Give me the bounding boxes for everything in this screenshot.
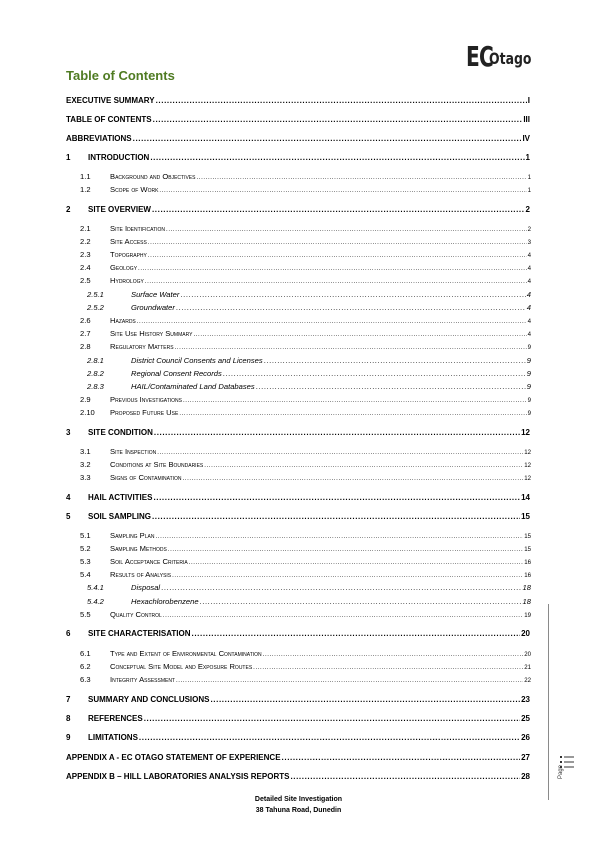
toc-entry-page: 9 bbox=[526, 382, 531, 391]
toc-leader-dots bbox=[159, 185, 526, 197]
toc-entry-page: 27 bbox=[521, 753, 530, 762]
toc-entry[interactable] bbox=[66, 511, 530, 523]
logo-ec: EC bbox=[466, 40, 494, 73]
toc-leader-dots bbox=[179, 408, 526, 420]
toc-entry-number: 6.3 bbox=[80, 675, 91, 684]
toc-leader-dots bbox=[282, 752, 521, 764]
toc-entry-number: 1.1 bbox=[80, 172, 91, 181]
toc-entry-page: 15 bbox=[524, 546, 531, 553]
toc-entry-title: HAIL ACTIVITIES bbox=[88, 493, 153, 502]
toc-entry-page: 18 bbox=[522, 583, 531, 592]
toc-entry-page: 9 bbox=[527, 410, 531, 417]
toc-entry[interactable] bbox=[80, 184, 531, 197]
toc-entry[interactable] bbox=[87, 596, 531, 608]
toc-entry-title: SUMMARY AND CONCLUSIONS bbox=[88, 695, 210, 704]
toc-entry-page: 4 bbox=[527, 252, 531, 259]
toc-entry-title: Type and Extent of Environmental Contamination bbox=[110, 649, 262, 658]
toc-entry-title: Hazards bbox=[110, 316, 136, 325]
toc-entry-number: 7 bbox=[66, 695, 71, 704]
toc-entry[interactable] bbox=[66, 133, 530, 145]
toc-entry[interactable] bbox=[80, 543, 531, 556]
toc-entry-page: 22 bbox=[524, 677, 531, 684]
toc-entry[interactable] bbox=[80, 328, 531, 341]
toc-entry-number: 2.5 bbox=[80, 276, 91, 285]
toc-entry-number: 1 bbox=[66, 153, 71, 162]
toc-entry-page: IV bbox=[522, 134, 530, 143]
toc-leader-dots bbox=[157, 447, 523, 459]
toc-leader-dots bbox=[290, 771, 520, 783]
toc-entry-page: 15 bbox=[524, 533, 531, 540]
toc-entry-number: 2.4 bbox=[80, 263, 91, 272]
toc-entry-page: 23 bbox=[521, 695, 530, 704]
toc-leader-dots bbox=[168, 544, 523, 556]
toc-leader-dots bbox=[153, 114, 523, 126]
toc-entry[interactable] bbox=[80, 459, 531, 472]
toc-entry[interactable] bbox=[87, 381, 531, 393]
toc-entry[interactable] bbox=[66, 492, 530, 504]
toc-entry-page: 26 bbox=[521, 733, 530, 742]
toc-entry-number: 2 bbox=[66, 205, 71, 214]
toc-entry-title: Hexachlorobenzene bbox=[131, 597, 199, 606]
toc-entry-page: 20 bbox=[524, 651, 531, 658]
toc-leader-dots bbox=[150, 152, 524, 164]
toc-entry[interactable] bbox=[87, 302, 531, 314]
toc-entry[interactable] bbox=[80, 315, 531, 328]
toc-entry-page: 4 bbox=[527, 278, 531, 285]
toc-entry-page: 1 bbox=[527, 187, 531, 194]
toc-leader-dots bbox=[161, 582, 521, 594]
toc-entry[interactable] bbox=[80, 249, 531, 262]
toc-entry-page: 4 bbox=[527, 265, 531, 272]
toc-entry-number: 2.10 bbox=[80, 408, 95, 417]
toc-entry-page: 28 bbox=[521, 772, 530, 781]
toc-leader-dots bbox=[133, 133, 522, 145]
toc-entry-title: Geology bbox=[110, 263, 138, 272]
toc-leader-dots bbox=[189, 557, 524, 569]
toc-leader-dots bbox=[210, 694, 520, 706]
toc-entry-page: 12 bbox=[524, 462, 531, 469]
toc-entry-page: 16 bbox=[524, 572, 531, 579]
toc-entry[interactable] bbox=[66, 114, 530, 126]
toc-entry[interactable] bbox=[80, 556, 531, 569]
toc-entry[interactable] bbox=[66, 152, 530, 164]
toc-entry-page: 2 bbox=[527, 226, 531, 233]
toc-entry-number: 5 bbox=[66, 512, 71, 521]
toc-entry-title: ABBREVIATIONS bbox=[66, 134, 132, 143]
toc-leader-dots bbox=[166, 224, 527, 236]
toc-entry-title: Background and Objectives bbox=[110, 172, 196, 181]
toc-entry-title: Conceptual Site Model and Exposure Routes bbox=[110, 662, 253, 671]
toc-entry-title: Scope of Work bbox=[110, 185, 159, 194]
toc-entry-title: LIMITATIONS bbox=[88, 733, 138, 742]
toc-entry[interactable] bbox=[87, 582, 531, 594]
toc-entry-number: 2.8 bbox=[80, 342, 91, 351]
toc-leader-dots bbox=[138, 263, 527, 275]
toc-entry-number: 2.6 bbox=[80, 316, 91, 325]
toc-entry-number: 3.1 bbox=[80, 447, 91, 456]
footer-line-2: 38 Tahuna Road, Dunedin bbox=[255, 807, 342, 814]
toc-entry-title: HAIL/Contaminated Land Databases bbox=[131, 382, 255, 391]
toc-leader-dots bbox=[137, 316, 527, 328]
toc-leader-dots bbox=[176, 302, 526, 314]
toc-entry-title: Signs of Contamination bbox=[110, 473, 182, 482]
toc-leader-dots bbox=[144, 713, 520, 725]
toc-entry-number: 5.3 bbox=[80, 557, 91, 566]
side-rule bbox=[548, 604, 549, 800]
toc-entry-page: 20 bbox=[521, 629, 530, 638]
toc-entry-page: 4 bbox=[527, 318, 531, 325]
toc-entry-page: 9 bbox=[526, 369, 531, 378]
toc-entry-title: Site Access bbox=[110, 237, 147, 246]
toc-entry-number: 5.1 bbox=[80, 531, 91, 540]
toc-entry-title: Integrity Assessment bbox=[110, 675, 175, 684]
page-title: Table of Contents bbox=[66, 68, 175, 83]
toc-entry[interactable] bbox=[80, 171, 531, 184]
toc-entry[interactable] bbox=[66, 694, 530, 706]
toc-entry[interactable] bbox=[66, 628, 530, 640]
toc-entry-title: Site Identification bbox=[110, 224, 166, 233]
toc-entry-page: 12 bbox=[524, 449, 531, 456]
toc-entry-number: 5.5 bbox=[80, 610, 91, 619]
toc-entry-page: 4 bbox=[527, 331, 531, 338]
toc-entry-title: INTRODUCTION bbox=[88, 153, 150, 162]
toc-entry-title: TABLE OF CONTENTS bbox=[66, 115, 152, 124]
toc-entry[interactable] bbox=[80, 236, 531, 249]
toc-entry-title: SITE CONDITION bbox=[88, 428, 153, 437]
toc-entry-number: 5.2 bbox=[80, 544, 91, 553]
toc-entry-title: Results of Analysis bbox=[110, 570, 172, 579]
toc-entry[interactable] bbox=[80, 341, 531, 354]
ec-otago-logo bbox=[466, 40, 532, 73]
page-label: Page bbox=[558, 764, 564, 779]
toc-leader-dots bbox=[152, 204, 525, 216]
toc-entry-page: 4 bbox=[526, 303, 531, 312]
toc-leader-dots bbox=[183, 395, 527, 407]
toc-entry-number: 6.1 bbox=[80, 649, 91, 658]
toc-entry[interactable] bbox=[80, 648, 531, 661]
toc-entry-number: 2.1 bbox=[80, 224, 91, 233]
toc-entry-page: 25 bbox=[521, 714, 530, 723]
toc-leader-dots bbox=[172, 570, 523, 582]
toc-entry[interactable] bbox=[80, 661, 531, 674]
toc-entry[interactable] bbox=[66, 95, 530, 107]
toc-entry-page: 3 bbox=[527, 239, 531, 246]
toc-entry-page: 14 bbox=[521, 493, 530, 502]
toc-leader-dots bbox=[256, 381, 526, 393]
toc-entry-page: 2 bbox=[525, 205, 530, 214]
toc-entry-number: 1.2 bbox=[80, 185, 91, 194]
toc-entry-title: Surface Water bbox=[131, 290, 180, 299]
toc-leader-dots bbox=[139, 732, 520, 744]
toc-leader-dots bbox=[192, 628, 521, 640]
toc-entry-title: EXECUTIVE SUMMARY bbox=[66, 96, 155, 105]
toc-entry-title: Soil Acceptance Criteria bbox=[110, 557, 188, 566]
toc-entry[interactable] bbox=[80, 262, 531, 275]
toc-entry-title: SOIL SAMPLING bbox=[88, 512, 151, 521]
toc-entry[interactable] bbox=[80, 407, 531, 420]
toc-entry-page: 18 bbox=[522, 597, 531, 606]
toc-entry-title: Sampling Plan bbox=[110, 531, 155, 540]
toc-leader-dots bbox=[253, 662, 523, 674]
toc-leader-dots bbox=[180, 289, 525, 301]
toc-leader-dots bbox=[152, 511, 520, 523]
toc-leader-dots bbox=[183, 473, 524, 485]
toc-entry-page: 16 bbox=[524, 559, 531, 566]
toc-entry-title: Site Inspection bbox=[110, 447, 157, 456]
toc-entry[interactable] bbox=[66, 713, 530, 725]
toc-entry-title: Groundwater bbox=[131, 303, 175, 312]
toc-entry[interactable] bbox=[80, 472, 531, 485]
toc-entry-page: 12 bbox=[521, 428, 530, 437]
toc-entry[interactable] bbox=[66, 771, 530, 783]
toc-entry-title: Sampling Methods bbox=[110, 544, 167, 553]
toc-entry-number: 6 bbox=[66, 629, 71, 638]
toc-entry-page: 4 bbox=[526, 290, 531, 299]
toc-entry[interactable] bbox=[87, 355, 531, 367]
toc-entry-title: APPENDIX A - EC OTAGO STATEMENT OF EXPERIENCE bbox=[66, 753, 281, 762]
toc-entry-title: Regulatory Matters bbox=[110, 342, 174, 351]
toc-leader-dots bbox=[204, 460, 523, 472]
toc-entry-number: 3 bbox=[66, 428, 71, 437]
toc-entry-title: Hydrology bbox=[110, 276, 144, 285]
toc-leader-dots bbox=[263, 649, 524, 661]
toc-leader-dots bbox=[145, 276, 527, 288]
toc-entry-title: Quality Control bbox=[110, 610, 162, 619]
toc-leader-dots bbox=[196, 172, 526, 184]
toc-leader-dots bbox=[153, 492, 520, 504]
toc-entry[interactable] bbox=[80, 223, 531, 236]
toc-entry-number: 2.2 bbox=[80, 237, 91, 246]
toc-entry-title: Proposed Future Use bbox=[110, 408, 179, 417]
toc-entry-number: 2.5.2 bbox=[87, 303, 104, 312]
toc-entry[interactable] bbox=[80, 569, 531, 582]
toc-entry-title: SITE OVERVIEW bbox=[88, 205, 151, 214]
toc-entry[interactable] bbox=[80, 674, 531, 687]
toc-entry-number: 2.7 bbox=[80, 329, 91, 338]
toc-entry-page: III bbox=[523, 115, 530, 124]
toc-entry-number: 6.2 bbox=[80, 662, 91, 671]
toc-entry-title: Disposal bbox=[131, 583, 161, 592]
toc-entry-title: Conditions at Site Boundaries bbox=[110, 460, 204, 469]
toc-entry-number: 5.4.1 bbox=[87, 583, 104, 592]
toc-entry-title: REFERENCES bbox=[88, 714, 143, 723]
toc-entry-page: 19 bbox=[524, 612, 531, 619]
toc-leader-dots bbox=[175, 342, 527, 354]
toc-entry-number: 5.4 bbox=[80, 570, 91, 579]
toc-leader-dots bbox=[176, 675, 523, 687]
toc-entry-number: 5.4.2 bbox=[87, 597, 104, 606]
toc-entry[interactable] bbox=[66, 204, 530, 216]
toc-entry-page: I bbox=[527, 96, 530, 105]
toc-entry-title: Regional Consent Records bbox=[131, 369, 222, 378]
toc-entry-title: Previous Investigations bbox=[110, 395, 182, 404]
toc-entry-number: 8 bbox=[66, 714, 71, 723]
toc-entry-page: 9 bbox=[526, 356, 531, 365]
toc-entry-page: 1 bbox=[527, 174, 531, 181]
toc-entry[interactable] bbox=[80, 275, 531, 288]
toc-entry-number: 3.3 bbox=[80, 473, 91, 482]
toc-entry[interactable] bbox=[80, 394, 531, 407]
toc-entry[interactable] bbox=[66, 752, 530, 764]
toc-entry-page: 1 bbox=[525, 153, 530, 162]
toc-entry[interactable] bbox=[80, 609, 531, 622]
toc-leader-dots bbox=[155, 531, 523, 543]
toc-leader-dots bbox=[200, 596, 522, 608]
toc-entry-page: 9 bbox=[527, 344, 531, 351]
toc-leader-dots bbox=[223, 368, 526, 380]
toc-entry-page: 21 bbox=[524, 664, 531, 671]
toc-entry-page: 9 bbox=[527, 397, 531, 404]
toc-entry-title: APPENDIX B – HILL LABORATORIES ANALYSIS REPORTS bbox=[66, 772, 290, 781]
toc-entry[interactable] bbox=[66, 427, 530, 439]
toc-entry-number: 2.8.1 bbox=[87, 356, 104, 365]
toc-leader-dots bbox=[193, 329, 526, 341]
toc-entry-number: 9 bbox=[66, 733, 71, 742]
toc-entry[interactable] bbox=[87, 289, 531, 301]
toc-leader-dots bbox=[156, 95, 527, 107]
toc-entry-title: SITE CHARACTERISATION bbox=[88, 629, 191, 638]
toc-entry-page: 12 bbox=[524, 475, 531, 482]
toc-leader-dots bbox=[148, 237, 527, 249]
toc-entry-number: 2.8.2 bbox=[87, 369, 104, 378]
toc-entry-number: 2.9 bbox=[80, 395, 91, 404]
toc-leader-dots bbox=[154, 427, 520, 439]
toc-entry[interactable] bbox=[80, 446, 531, 459]
toc-entry-number: 2.5.1 bbox=[87, 290, 104, 299]
toc-entry-title: Site Use History Summary bbox=[110, 329, 193, 338]
toc-leader-dots bbox=[264, 355, 526, 367]
toc-entry-number: 2.8.3 bbox=[87, 382, 104, 391]
toc-entry[interactable] bbox=[66, 732, 530, 744]
toc-entry-page: 15 bbox=[521, 512, 530, 521]
toc-entry-number: 3.2 bbox=[80, 460, 91, 469]
toc-leader-dots bbox=[148, 250, 527, 262]
logo-otago: Otago bbox=[489, 49, 532, 68]
toc-entry[interactable] bbox=[87, 368, 531, 380]
toc-entry-title: Topography bbox=[110, 250, 147, 259]
toc-leader-dots bbox=[163, 610, 523, 622]
toc-entry-number: 2.3 bbox=[80, 250, 91, 259]
footer-line-1: Detailed Site Investigation bbox=[254, 796, 343, 803]
toc-entry[interactable] bbox=[80, 530, 531, 543]
toc-entry-title: District Council Consents and Licenses bbox=[131, 356, 263, 365]
toc-entry-number: 4 bbox=[66, 493, 71, 502]
